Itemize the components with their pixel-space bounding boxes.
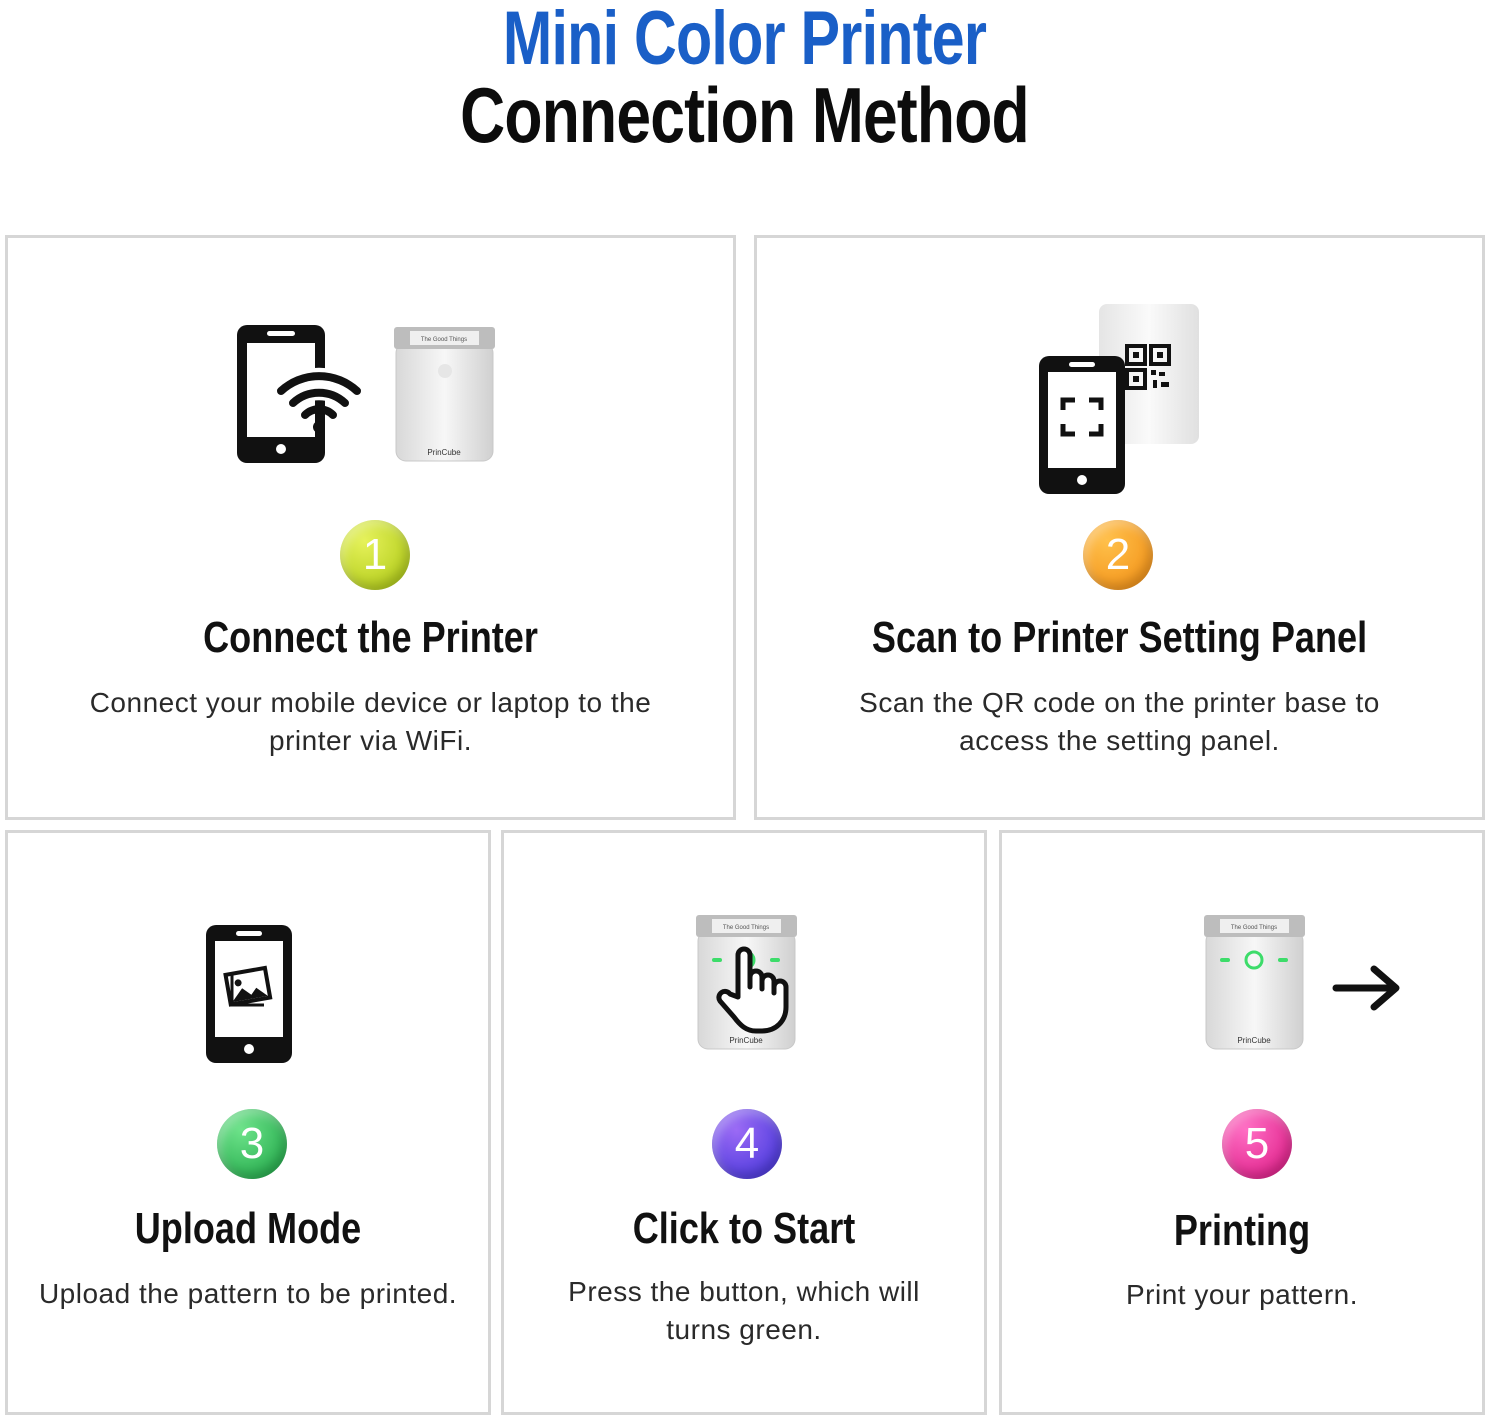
step-description-1: Connect your mobile device or laptop to the printer via WiFi.: [89, 687, 652, 756]
page-subtitle: Connection Method: [460, 71, 1029, 159]
step-title-5: Printing: [1173, 1206, 1311, 1255]
step-description-5: Print your pattern.: [1125, 1279, 1359, 1310]
step-description-4: Press the button, which will turns green.: [568, 1276, 920, 1345]
step-card-3: [5, 830, 491, 1415]
arrow-right-icon: [1332, 963, 1404, 1013]
phone-scan-icon: [1037, 354, 1127, 496]
printer-tag-text: The Good Things: [722, 925, 770, 931]
step-card-2: [754, 235, 1485, 820]
printer-brand-text: PrinCube: [1237, 1036, 1271, 1045]
step-title-1: Connect the Printer: [203, 613, 538, 662]
step-badge-2: 2: [1083, 520, 1153, 590]
page-title: Mini Color Printer: [502, 0, 987, 81]
printer-tag-text: The Good Things: [1230, 925, 1278, 931]
hand-pointer-icon: [716, 945, 790, 1035]
step-card-1: [5, 235, 736, 820]
qr-code-icon: [1125, 344, 1171, 390]
printer-image: [1202, 911, 1307, 1053]
step-badge-3: 3: [217, 1109, 287, 1179]
phone-image-icon: [204, 923, 294, 1065]
step-title-2: Scan to Printer Setting Panel: [871, 613, 1368, 662]
printer-image: [694, 911, 799, 1053]
phone-wifi-icon: [233, 323, 368, 468]
step-badge-4: 4: [712, 1109, 782, 1179]
printer-tag-text: The Good Things: [420, 337, 468, 343]
step-title-3: Upload Mode: [134, 1204, 362, 1253]
printer-brand-text: PrinCube: [427, 448, 461, 457]
step-card-4: [501, 830, 987, 1415]
step-description-3: Upload the pattern to be printed.: [38, 1278, 458, 1309]
step-description-2: Scan the QR code on the printer base to access the setting panel.: [859, 687, 1380, 756]
step-badge-1: 1: [340, 520, 410, 590]
printer-image: [392, 323, 497, 465]
step-title-4: Click to Start: [632, 1204, 856, 1253]
step-badge-5: 5: [1222, 1109, 1292, 1179]
step-card-5: [999, 830, 1485, 1415]
printer-brand-text: PrinCube: [729, 1036, 763, 1045]
